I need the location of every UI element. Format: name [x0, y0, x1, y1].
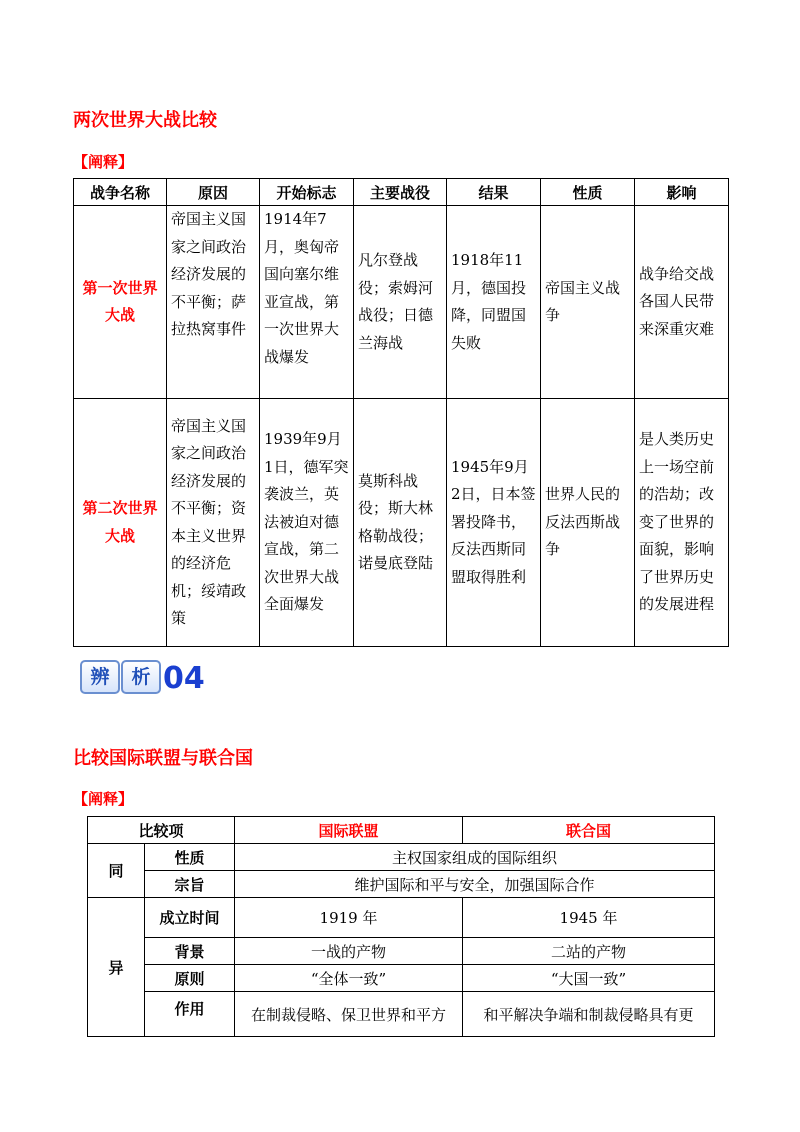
header-cell: 原因: [167, 179, 260, 206]
start-cell: 1939年9月1日，德军突袭波兰，英法被迫对德宣战，第二次世界大战全面爆发: [260, 399, 354, 647]
league-header: 国际联盟: [235, 817, 463, 844]
league-value: “全体一致”: [235, 965, 463, 992]
row-value: 主权国家组成的国际组织: [235, 844, 715, 871]
result-cell: 1945年9月2日，日本签署投降书，反法西斯同盟取得胜利: [447, 399, 541, 647]
table-row: [74, 399, 729, 647]
table-row: [88, 844, 715, 871]
table-row: [88, 938, 715, 965]
header-cell: 影响: [635, 179, 729, 206]
row-value: 维护国际和平与安全，加强国际合作: [235, 871, 715, 898]
header-cell: 性质: [541, 179, 635, 206]
league-value: 一战的产物: [235, 938, 463, 965]
league-un-table: [87, 816, 715, 1037]
badge-number: 04: [163, 661, 205, 696]
header-cell: 开始标志: [260, 179, 354, 206]
league-value: 1919 年: [235, 898, 463, 938]
diff-label: 异: [88, 898, 145, 1037]
table-header-row: [74, 179, 729, 206]
table-row: [88, 898, 715, 938]
same-label: 同: [88, 844, 145, 898]
row-label: 作用: [145, 992, 235, 1037]
league-value: 在制裁侵略、保卫世界和平方: [235, 992, 463, 1037]
un-value: 和平解决争端和制裁侵略具有更: [463, 992, 715, 1037]
header-cell: 结果: [447, 179, 541, 206]
cause-cell: 帝国主义国家之间政治经济发展的不平衡；资本主义世界的经济危机；绥靖政策: [167, 399, 260, 647]
war-name-cell: 第一次世界大战: [74, 206, 167, 399]
row-label: 成立时间: [145, 898, 235, 938]
un-value: 二站的产物: [463, 938, 715, 965]
table-row: [74, 206, 729, 399]
impact-cell: 是人类历史上一场空前的浩劫；改变了世界的面貌，影响了世界历史的发展进程: [635, 399, 729, 647]
table-row: [88, 992, 715, 1037]
section-title-league-un: 比较国际联盟与联合国: [73, 748, 253, 769]
row-label: 宗旨: [145, 871, 235, 898]
table-header-row: [88, 817, 715, 844]
un-header: 联合国: [463, 817, 715, 844]
world-wars-table: [73, 178, 729, 647]
badge-char-icon: 析: [121, 660, 161, 694]
war-name-cell: 第二次世界大战: [74, 399, 167, 647]
battles-cell: 凡尔登战役；索姆河战役；日德兰海战: [354, 206, 447, 399]
cause-cell: 帝国主义国家之间政治经济发展的不平衡；萨拉热窝事件: [167, 206, 260, 399]
impact-cell: 战争给交战各国人民带来深重灾难: [635, 206, 729, 399]
header-cell: 主要战役: [354, 179, 447, 206]
row-label: 背景: [145, 938, 235, 965]
header-cell: 战争名称: [74, 179, 167, 206]
note-label: 【阐释】: [73, 790, 134, 808]
badge-char-icon: 辨: [80, 660, 120, 694]
nature-cell: 世界人民的反法西斯战争: [541, 399, 635, 647]
note-label: 【阐释】: [73, 153, 134, 171]
start-cell: 1914年7月，奥匈帝国向塞尔维亚宣战，第一次世界大战爆发: [260, 206, 354, 399]
result-cell: 1918年11月，德国投降，同盟国失败: [447, 206, 541, 399]
row-label: 性质: [145, 844, 235, 871]
compare-item-header: 比较项: [88, 817, 235, 844]
nature-cell: 帝国主义战争: [541, 206, 635, 399]
table-row: [88, 871, 715, 898]
un-value: 1945 年: [463, 898, 715, 938]
section-title-world-wars: 两次世界大战比较: [73, 110, 217, 131]
battles-cell: 莫斯科战役；斯大林格勒战役；诺曼底登陆: [354, 399, 447, 647]
table-row: [88, 965, 715, 992]
row-label: 原则: [145, 965, 235, 992]
un-value: “大国一致”: [463, 965, 715, 992]
